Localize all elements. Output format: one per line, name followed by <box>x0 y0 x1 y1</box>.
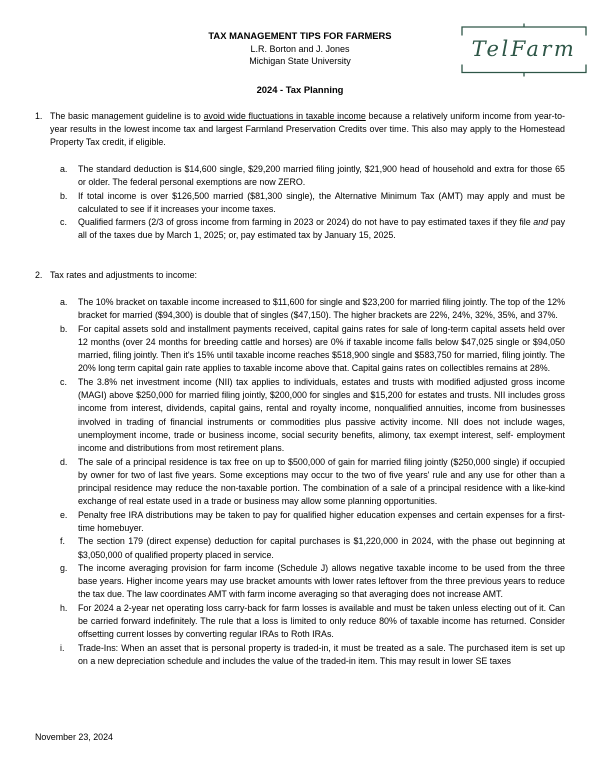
item-text: The sale of a principal residence is tax free on up to $500,000 of gain for married filing jointly ($250,000 single) if occupied by owner for two of last five years. Some exceptions may occur to the two of five years' rule and any use for other than a principal residence may reduce the non-taxable portion. The combination of a sale of a principal residence with a like-kind exchange of real estate used in a trade or business may allow some planning opportunities. <box>78 456 565 507</box>
document-institution: Michigan State University <box>249 56 351 66</box>
footer-date: November 23, 2024 <box>35 732 113 742</box>
item-text <box>78 216 565 243</box>
item-text-after: pay all of the taxes due by March 1, 2025; or, pay estimated tax by January 15, 2025. <box>78 217 566 241</box>
item-text: The standard deduction is $14,600 single, $29,200 married filing jointly, $21,900 head of household and extra for those 65 or older. The federal personal exemptions are now ZERO. <box>78 163 565 188</box>
list-item <box>60 562 565 602</box>
list-item <box>60 216 565 243</box>
list-item <box>60 163 565 190</box>
item-text: Penalty free IRA distributions may be taken to pay for qualified higher education expenses and certain expenses for a first-time homebuyer. <box>78 509 565 533</box>
list-item <box>60 323 565 376</box>
item-text-before: Qualified farmers (2/3 of gross income from farming in 2023 or 2024) do not have to pay estimated taxes if they file <box>78 217 534 228</box>
item-label: d. <box>60 456 68 467</box>
item-label: e. <box>60 509 68 520</box>
item-label: i. <box>60 642 65 653</box>
list-item <box>60 376 565 456</box>
logo-wordmark: TelFarm <box>471 37 577 61</box>
item-text: The 10% bracket on taxable income increased to $11,600 for single and $23,200 for married filing jointly. The top of the 12% bracket for married ($94,300) is double that of singles ($47,150). The higher brackets are 22%, 24%, 32%, 35%, and 37%. <box>78 296 565 321</box>
item-label: a. <box>60 163 68 174</box>
logo-bottom-frame-line <box>461 64 587 77</box>
list-item <box>60 602 565 642</box>
item-text: The section 179 (direct expense) deduction for capital purchases is $1,220,000 in 2024, with the phase out beginning at $3,050,000 of qualified property placed in service. <box>78 536 565 560</box>
document-header <box>0 0 600 96</box>
lead-text-underlined: avoid wide fluctuations in taxable income <box>203 110 366 121</box>
item-text: If total income is over $126,500 married ($81,300 single), the Alternative Minimum Tax (AMT) may apply and must be calculated to see if it increases your income taxes. <box>78 190 565 214</box>
telfarm-logo <box>461 23 587 77</box>
list-item <box>60 535 565 562</box>
lead-text-after: because a relatively uniform income from year-to-year results in the lowest income tax and largest Farmland Preservation Credits over time. This also may apply to the Homestead Property Tax credit, if eligible. <box>50 110 565 148</box>
item-text: Trade-Ins: When an asset that is personal property is traded-in, it must be treated as a sale. The purchased item is set up on a new depreciation schedule and includes the value of the traded-in item. This may result in lower SE taxes <box>78 642 565 666</box>
lead-text-before: The basic management guideline is to <box>50 110 204 121</box>
item-label: b. <box>60 190 68 201</box>
list-item <box>60 509 565 536</box>
item-label: a. <box>60 296 68 307</box>
section-1-sub-list <box>60 163 565 243</box>
item-text: For capital assets sold and installment payments received, capital gains rates for sale of long-term capital assets held over 12 months (over 24 months for breeding cattle and horses) are 0% if taxable income falls below $47,025 single or $94,050 married, filing jointly. Then it's 15% until taxable income reaches $518,900 single and $583,750 for married, filing jointly. The 20% long term capital gain rate applies to taxable income above that. Capital gains rates on collectibles remains at 28%. <box>78 323 565 374</box>
section-2-heading <box>35 269 565 282</box>
section-2-heading-text: Tax rates and adjustments to income: <box>50 270 198 281</box>
logo-top-frame-line <box>461 23 587 36</box>
section-2-number: 2. <box>35 270 43 281</box>
section-1-paragraph <box>50 110 565 150</box>
section-1-number: 1. <box>35 110 43 121</box>
document-title: TAX MANAGEMENT TIPS FOR FARMERS <box>208 30 392 41</box>
list-item <box>60 456 565 509</box>
item-label: g. <box>60 562 68 573</box>
document-footer <box>35 731 113 744</box>
item-text: The income averaging provision for farm income (Schedule J) allows negative taxable income to be used from the three base years. Higher income years may use bracket amounts with lower rates leftover from the three previous years to reduce the tax due. The law coordinates AMT with farm income averaging so that averaging does not increase AMT. <box>78 562 565 600</box>
document-authors: L.R. Borton and J. Jones <box>250 43 350 54</box>
item-label: b. <box>60 323 68 334</box>
list-item <box>60 296 565 323</box>
list-item <box>60 190 565 217</box>
item-label: h. <box>60 602 68 613</box>
section-1-lead <box>35 110 565 150</box>
item-label: f. <box>60 536 65 547</box>
item-text: The 3.8% net investment income (NII) tax applies to individuals, estates and trusts with modified adjusted gross income (MAGI) above $250,000 for married filing jointly, $200,000 for singles and $15,200 for estates and trusts. NII includes gross income from interest, dividends, capital gains, rental and royalty income, nonqualified annuities, income from businesses involved in trading of financial instruments or commodities plus passive activity income. NII does not include wages, unemployment income, trade or business income, social security benefits, alimony, tax exempt interest, self- employment income and distributions from most retirement plans. <box>78 376 565 454</box>
section-2-sub-list <box>60 296 565 668</box>
item-text: For 2024 a 2-year net operating loss carry-back for farm losses is available and must be taken unless electing out of it. Can be carried forward indefinitely. The rule that a loss is limited to only reduce 80% of taxable income has returned. Consider offsetting current losses by converting regular IRAs to Roth IRAs. <box>78 602 565 640</box>
item-label: c. <box>60 217 67 228</box>
item-label: c. <box>60 376 67 387</box>
document-subtitle: 2024 - Tax Planning <box>256 83 344 95</box>
document-body <box>35 110 565 668</box>
list-item <box>60 642 565 669</box>
item-text-italic: and <box>533 217 549 228</box>
